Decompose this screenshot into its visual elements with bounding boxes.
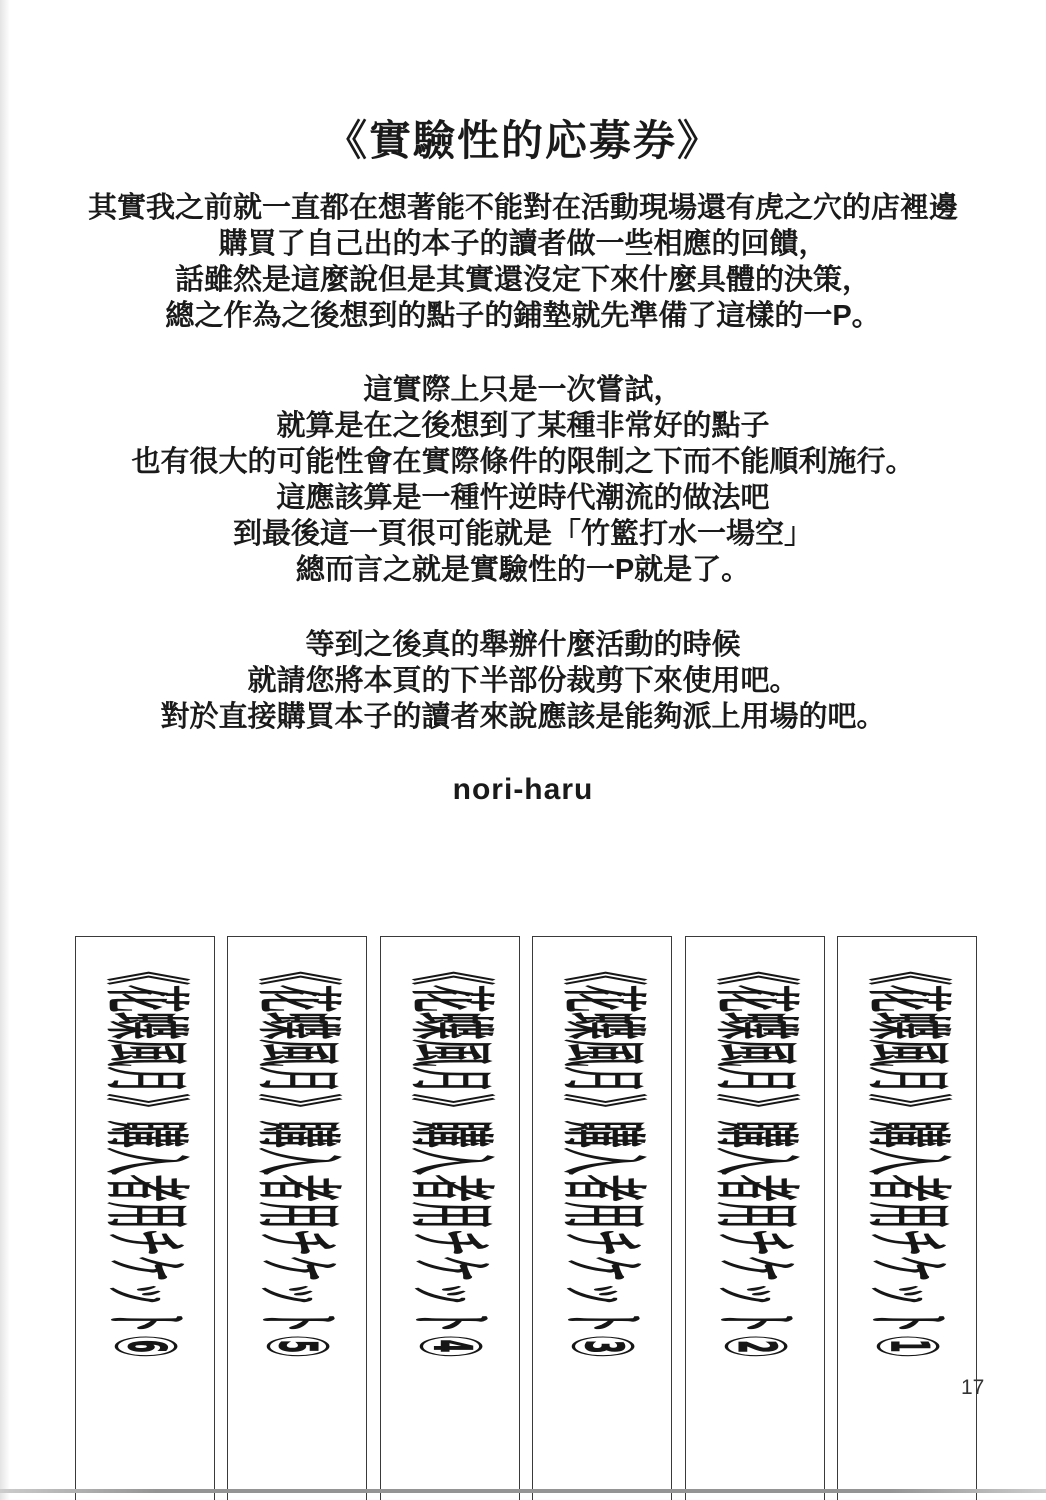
text-line: 購買了自己出的本子的讀者做一些相應的回饋， [218, 228, 828, 260]
ticket-label-text: 《花蝶風月》購入者用チケット⑤ [249, 958, 346, 1358]
ticket-label [249, 958, 346, 1374]
page-title: 《實驗性的応募券》 [324, 117, 721, 164]
ticket-label [858, 958, 955, 1374]
ticket-label-text: 《花蝶風月》購入者用チケット④ [401, 958, 498, 1358]
ticket-label [706, 958, 803, 1374]
ticket-label-text: 《花蝶風月》購入者用チケット③ [554, 958, 651, 1358]
text-line: 其實我之前就一直都在想著能不能對在活動現場還有虎之穴的店裡邊 [87, 192, 958, 224]
ticket-strip-row [75, 936, 977, 1500]
text-line: 也有很大的可能性會在實際條件的限制之下而不能順利施行。 [131, 446, 915, 478]
author-signature: nori-haru [452, 773, 594, 806]
page-number: 17 [961, 1376, 985, 1399]
ticket-label [554, 958, 651, 1374]
ticket-label-text: 《花蝶風月》購入者用チケット⑥ [97, 958, 193, 1358]
ticket-strip-4 [380, 936, 520, 1500]
ticket-label [401, 958, 498, 1374]
ticket-label [99, 958, 191, 1374]
text-line: 到最後這一頁很可能就是「竹籃打水一場空」 [232, 518, 813, 550]
text-line: 總而言之就是實驗性的一P就是了。 [295, 554, 751, 586]
ticket-strip-6 [75, 936, 215, 1500]
text-line: 對於直接購買本子的讀者來說應該是能夠派上用場的吧。 [160, 701, 886, 733]
text-line: 總之作為之後想到的點子的鋪墊就先準備了這樣的一P。 [165, 300, 881, 332]
text-line: 就算是在之後想到了某種非常好的點子 [276, 410, 770, 442]
text-line: 等到之後真的舉辦什麼活動的時候 [305, 629, 741, 661]
paragraph-block-3 [0, 627, 1046, 735]
text-line: 這應該算是一種忤逆時代潮流的做法吧 [276, 482, 770, 514]
ticket-strip-5 [227, 936, 367, 1500]
paragraph-block-1 [0, 190, 1046, 334]
ticket-strip-2 [685, 936, 825, 1500]
scan-edge-bottom [0, 1489, 1046, 1493]
text-line: 話雖然是這麼說但是其實還沒定下來什麼具體的決策， [174, 264, 871, 296]
text-line: 這實際上只是一次嘗試， [363, 374, 683, 406]
paragraph-block-2 [0, 372, 1046, 588]
ticket-label-text: 《花蝶風月》購入者用チケット② [706, 958, 803, 1358]
ticket-strip-1 [837, 936, 977, 1500]
text-line: 就請您將本頁的下半部份裁剪下來使用吧。 [247, 665, 799, 697]
ticket-label-text: 《花蝶風月》購入者用チケット① [858, 958, 955, 1358]
ticket-strip-3 [532, 936, 672, 1500]
